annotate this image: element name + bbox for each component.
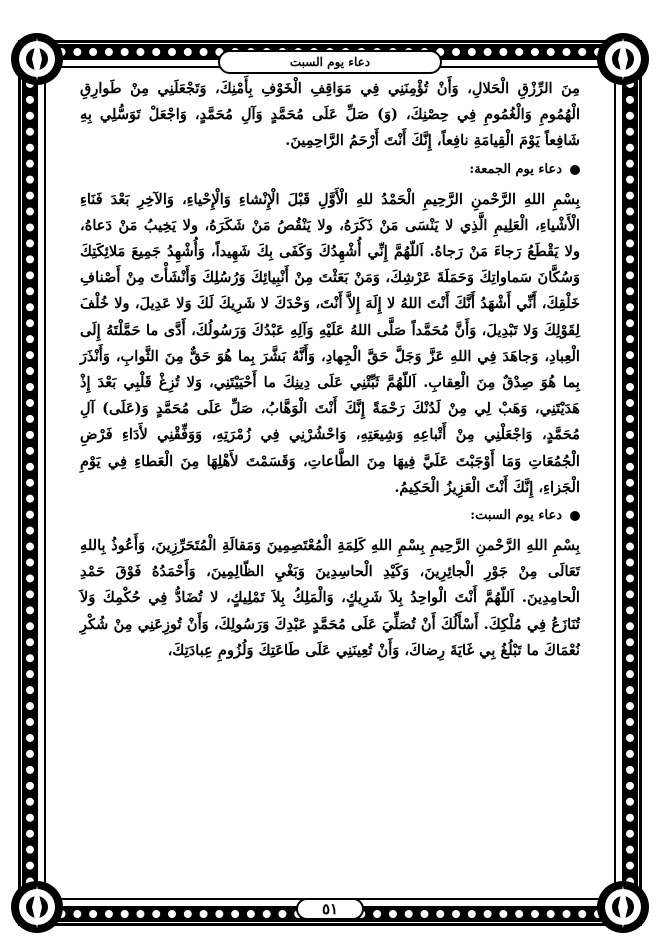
corner-ornament-icon xyxy=(8,878,66,936)
bullet-icon xyxy=(570,511,580,521)
page-header-title: دعاء يوم السبت xyxy=(218,50,442,74)
page-number: ٥١ xyxy=(296,898,364,920)
paragraph-continuation: مِنَ الرِّزْقِ الْحَلالِ، وَأَنْ تُؤْمِنَنِي فِي مَوَاقِفِ الْخَوْفِ بِأَمْنِكَ، وَتَجْعَلَنِي مِنْ طَوارِقِ الْهُمُومِ وَالْغُمُومِ فِي حِصْنِكَ، (وَ) صَلِّ عَلَى مُحَمَّدٍ وَآلِ مُحَمَّدٍ، وَاجْعَلْ تَوَسُّلِي بِهِ شَافِعاً يَوْمَ الْقِيامَةِ نافِعاً، إِنَّكَ أَنْتَ أَرْحَمُ الرَّاحِمِينَ. xyxy=(80,80,580,150)
paragraph-friday-prayer: بِسْمِ اللهِ الرَّحْمنِ الرَّحِيمِ الْحَمْدُ للهِ الْأَوَّلِ قَبْلَ الْإِنْشاءِ وَالْإِحْياءِ، وَالآخِرِ بَعْدَ فَنَاءِ الْأَشْياءِ، الْعَلِيمِ الَّذِي لا يَنْسَى مَنْ ذَكَرَهُ، ولا يَنْقُصُ مَنْ شَكَرَهُ، ولا يَخِيبُ مَنْ دَعاهُ، ولا يَقْطَعُ رَجاءَ مَنْ رَجاهُ. اَللّهُمَّ إِنِّي أُشْهِدُكَ وَكَفَى بِكَ شَهِيداً، وَأُشْهِدُ جَمِيعَ مَلائِكَتِكَ وَسُكَّانَ سَماواتِكَ وَحَمَلَةَ عَرْشِكَ، وَمَنْ بَعَثْتَ مِنْ أَنْبِيائِكَ وَرُسُلِكَ وَأَنْشَأْتَ مِنْ أَصْنافِ خَلْقِكَ، أَنِّي أَشْهَدُ أَنَّكَ أَنْتَ اللهُ لا إِلَهَ إِلاَّ أَنْتَ، وَحْدَكَ لا شَرِيكَ لَكَ وَلا عَدِيلَ، ولا خُلْفَ لِقَوْلِكَ وَلا تَبْدِيلَ، وَأَنَّ مُحَمَّداً صَلَّى اللهُ عَلَيْهِ وَآلِهِ عَبْدُكَ وَرَسُولُكَ، أَدَّى ما حَمَّلْتَهُ إِلَى الْعِبادِ، وَجاهَدَ فِي اللهِ عَزَّ وَجَلَّ حَقَّ الْجِهادِ، وَأَنَّهُ بَشَّرَ بِما هُوَ حَقٌّ مِنَ الثَّوابِ، وَأَنْذَرَ بِما هُوَ صِدْقٌ مِنَ الْعِقابِ. اَللّهُمَّ ثَبِّتْنِي عَلَى دِينِكَ ما أَحْيَيْتَنِي، وَلا تُزِغْ قَلْبِي بَعْدَ إِذْ هَدَيْتَنِي، وَهَبْ لِي مِنْ لَدُنْكَ رَحْمَةً إِنَّكَ أَنْتَ الْوَهَّابُ، صَلِّ عَلَى مُحَمَّدٍ وَ(عَلَى) آلِ مُحَمَّدٍ، وَاجْعَلْنِي مِنْ أَتْباعِهِ وَشِيعَتِهِ، وَاحْشُرْنِي فِي زُمْرَتِهِ، وَوَفِّقْنِي لأَدَاءِ فَرْضِ الْجُمُعَاتِ وَمَا أَوْجَبْتَ عَلَيَّ فِيهَا مِنَ الطَّاعاتِ، وَقَسَمْتَ لأَهْلِهَا مِنَ الْعَطاءِ فِي يَوْمِ الْجَزاءِ، إِنَّكَ أَنْتَ الْعَزِيزُ الْحَكِيمُ. xyxy=(80,190,580,496)
section-heading-text: دعاء يوم الجمعة: xyxy=(469,161,562,177)
corner-ornament-icon xyxy=(8,30,66,88)
corner-ornament-icon xyxy=(594,30,652,88)
bullet-icon xyxy=(570,165,580,175)
section-heading-friday xyxy=(80,159,580,181)
corner-ornament-icon xyxy=(594,878,652,936)
section-heading-text: دعاء يوم السبت: xyxy=(470,508,562,524)
section-heading-saturday xyxy=(80,505,580,527)
paragraph-saturday-prayer: بِسْمِ اللهِ الرَّحْمنِ الرَّحِيمِ بِسْمِ اللهِ كَلِمَةِ الْمُعْتَصِمِينَ وَمَقالَةِ الْمُتَحَرِّزِينَ، وَأَعُوذُ بِاللهِ تَعَالَى مِنْ جَوْرِ الْجائِرِينَ، وَكَيْدِ الْحاسِدِينَ وَبَغْيِ الظّالِمِينَ، وَأَحْمَدُهُ فَوْقَ حَمْدِ الْحامِدِينَ. اَللّهُمَّ أَنْتَ الْواحِدُ بِلاَ شَرِيكٍ، وَالْمَلِكُ بِلاَ تَمْلِيكٍ، لا تُضَادُّ فِي حُكْمِكَ وَلاَ تُنَازَعُ فِي مُلْكِكَ. أَسْأَلُكَ أَنْ تُصَلِّيَ عَلَى مُحَمَّدٍ عَبْدِكَ وَرَسُولِكَ، وَأَنْ تُوزِعَنِي مِنْ شُكْرِ نُعْمَاكَ ما تَبْلُغُ بِي غَايَةَ رِضاكَ، وَأَنْ تُعِينَنِي عَلَى طَاعَتِكَ وَلُزُومِ عِبادَتِكَ، xyxy=(80,537,580,659)
page-content xyxy=(80,76,580,888)
